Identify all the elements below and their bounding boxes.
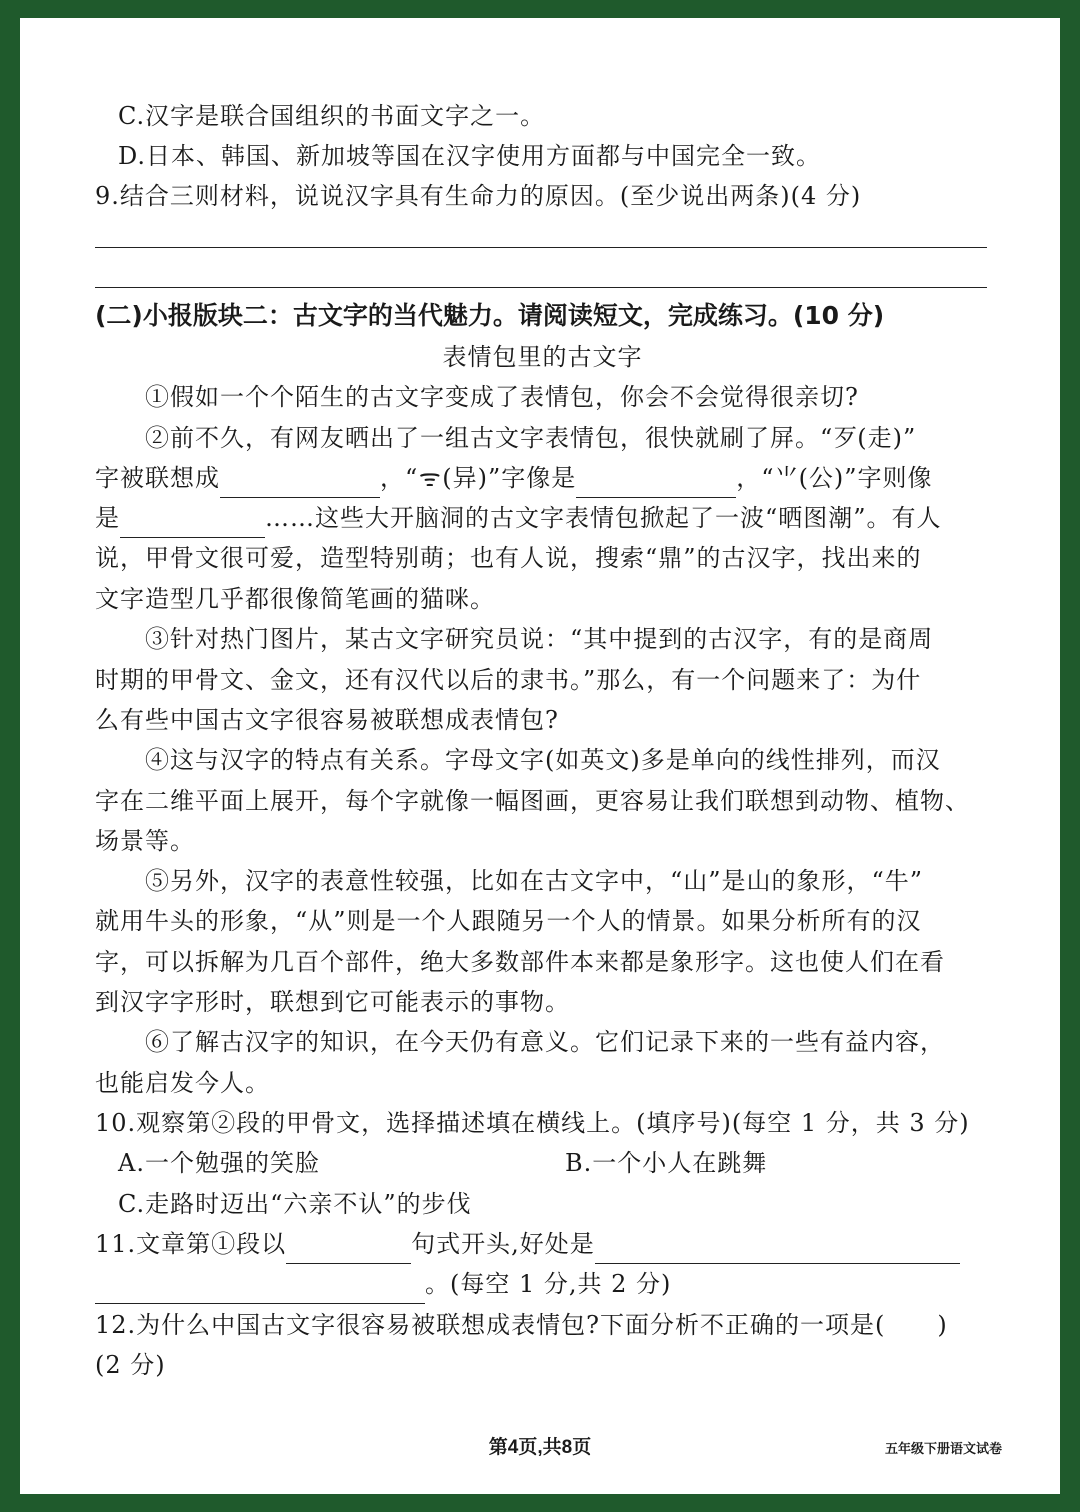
q11-question: 11.文章第①段以 句式开头,好处是	[95, 1224, 990, 1264]
q11-blank-2-cont[interactable]	[95, 1273, 425, 1304]
oracle-glyph-yi-icon: ᯤ	[418, 464, 442, 492]
paragraph-3-line-1: ③针对热门图片，某古文字研究员说：“其中提到的古汉字，有的是商周	[145, 625, 934, 653]
page-number: 第4页,共8页	[488, 1437, 592, 1458]
paragraph-5-line-4: 到汉字字形时，联想到它可能表示的事物。	[95, 988, 570, 1016]
q10-question: 10.观察第②段的甲骨文，选择描述填在横线上。(填序号)(每空 1 分，共 3 分)	[95, 1109, 970, 1137]
oracle-glyph-zou-icon: ⽍	[833, 424, 859, 452]
q10-option-b: B.一个小人在跳舞	[565, 1149, 768, 1177]
paragraph-2-line-3: 是 ……这些大开脑洞的古文字表情包掀起了一波“晒图潮”。有人	[95, 498, 990, 538]
paragraph-5-line-1: ⑤另外，汉字的表意性较强，比如在古文字中，“山”是山的象形，“牛”	[145, 867, 924, 895]
paragraph-3-line-3: 么有些中国古文字很容易被联想成表情包?	[95, 706, 559, 734]
paragraph-4-line-3: 场景等。	[95, 827, 195, 855]
paragraph-4-line-2: 字在二维平面上展开，每个字就像一幅图画，更容易让我们联想到动物、植物、	[95, 787, 970, 815]
q12-score: (2 分)	[95, 1351, 166, 1379]
paragraph-1: ①假如一个个陌生的古文字变成了表情包，你会不会觉得很亲切?	[145, 383, 859, 411]
paragraph-4-line-1: ④这与汉字的特点有关系。字母文字(如英文)多是单向的线性排列，而汉	[145, 746, 941, 774]
paragraph-5-line-2: 就用牛头的形象，“从”则是一个人跟随另一个人的情景。如果分析所有的汉	[95, 907, 922, 935]
paragraph-2-line-4: 说，甲骨文很可爱，造型特别萌；也有人说，搜索“鼎”的古汉字，找出来的	[95, 544, 922, 572]
paragraph-5-line-3: 字，可以拆解为几百个部件，绝大多数部件本来都是象形字。这也使人们在看	[95, 948, 945, 976]
exam-title: 五年级下册语文试卷	[884, 1441, 1002, 1456]
paragraph-2-line-2: 字被联想成 ，“ᯤ(异)”字像是 ，“⺌(公)”字则像	[95, 458, 990, 498]
q10-option-c: C.走路时迈出“六亲不认”的步伐	[118, 1190, 472, 1218]
paragraph-2-line-5: 文字造型几乎都很像简笔画的猫咪。	[95, 585, 495, 613]
q11-blank-1[interactable]	[286, 1233, 411, 1264]
blank-gong[interactable]	[120, 507, 265, 538]
paragraph-3-line-2: 时期的甲骨文、金文，还有汉代以后的隶书。”那么，有一个问题来了：为什	[95, 666, 922, 694]
q8-option-c: C.汉字是联合国组织的书面文字之一。	[118, 102, 546, 130]
q10-option-a: A.一个勉强的笑脸	[118, 1149, 320, 1177]
q11-blank-2[interactable]	[595, 1233, 960, 1264]
q12-question: 12.为什么中国古文字很容易被联想成表情包?下面分析不正确的一项是( )	[95, 1311, 948, 1339]
paragraph-2-line-1: ②前不久，有网友晒出了一组古文字表情包，很快就刷了屏。“⽍(走)”	[145, 418, 990, 458]
q9-answer-line-2[interactable]	[95, 287, 987, 288]
oracle-glyph-gong-icon: ⺌	[774, 464, 800, 492]
paragraph-6-line-2: 也能启发今人。	[95, 1069, 270, 1097]
q8-option-d: D.日本、韩国、新加坡等国在汉字使用方面都与中国完全一致。	[118, 142, 822, 170]
q9-question: 9.结合三则材料，说说汉字具有生命力的原因。(至少说出两条)(4 分)	[95, 182, 862, 210]
blank-zou[interactable]	[220, 467, 380, 498]
q11-question-cont: 。(每空 1 分,共 2 分)	[95, 1264, 990, 1304]
article-title: 表情包里的古文字	[442, 343, 643, 371]
blank-yi[interactable]	[576, 467, 736, 498]
q9-answer-line-1[interactable]	[95, 247, 987, 248]
paragraph-6-line-1: ⑥了解古汉字的知识，在今天仍有意义。它们记录下来的一些有益内容，	[145, 1028, 945, 1056]
section-heading: (二)小报版块二：古文字的当代魅力。请阅读短文，完成练习。(10 分)	[95, 301, 885, 330]
